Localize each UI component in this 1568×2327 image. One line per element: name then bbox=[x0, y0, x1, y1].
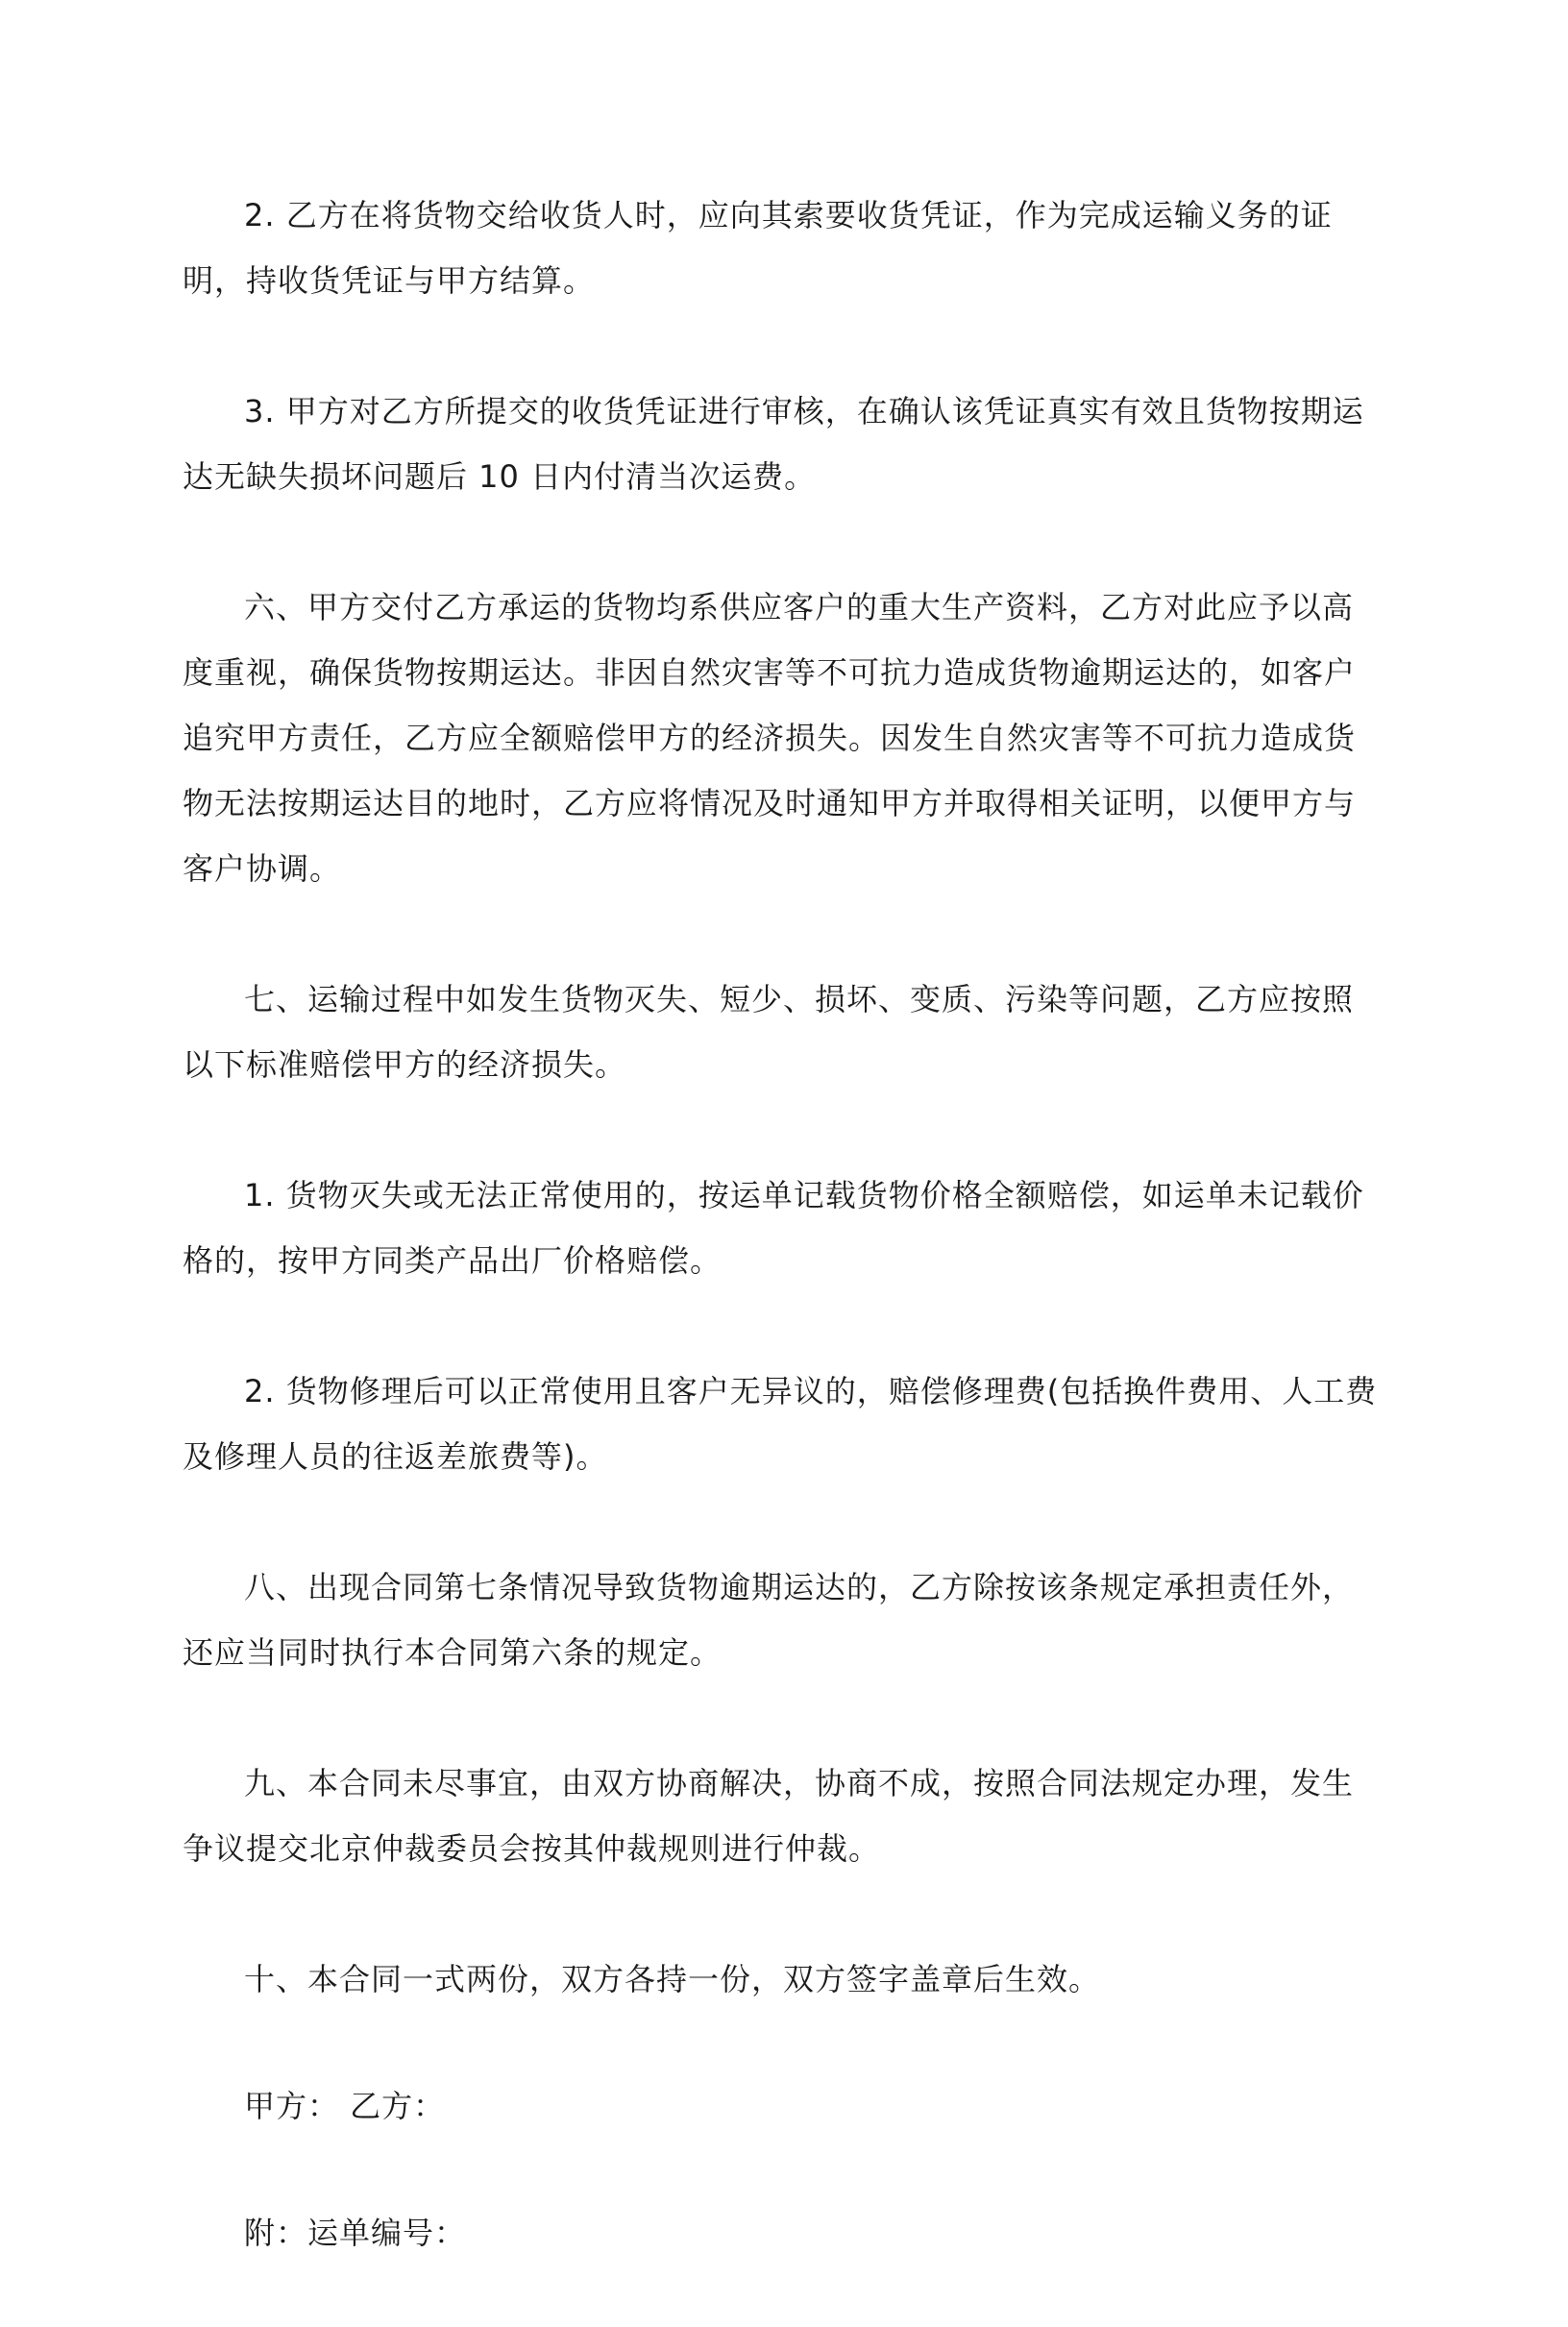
clause-7-item-1: 1. 货物灭失或无法正常使用的，按运单记载货物价格全额赔偿，如运单未记载价格的，按甲方同类产品出厂价格赔偿。 bbox=[183, 1177, 1364, 1279]
clause-7: 七、运输过程中如发生货物灭失、短少、损坏、变质、污染等问题，乙方应按照以下标准赔偿甲方的经济损失。 bbox=[183, 981, 1355, 1083]
clause-9: 九、本合同未尽事宜，由双方协商解决，协商不成，按照合同法规定办理，发生争议提交北京仲裁委员会按其仲裁规则进行仲裁。 bbox=[183, 1765, 1355, 1867]
clause-5-item-2: 2. 乙方在将货物交给收货人时，应向其索要收货凭证，作为完成运输义务的证明，持收货凭证与甲方结算。 bbox=[183, 197, 1333, 299]
document-body bbox=[183, 183, 1384, 2327]
signature-parties: 甲方： 乙方： bbox=[244, 2088, 446, 2124]
clause-10: 十、本合同一式两份，双方各持一份，双方签字盖章后生效。 bbox=[244, 1961, 1101, 1997]
clause-5-item-3: 3. 甲方对乙方所提交的收货凭证进行审核，在确认该凭证真实有效且货物按期运达无缺失损坏问题后 10 日内付清当次运费。 bbox=[183, 393, 1364, 495]
clause-8: 八、出现合同第七条情况导致货物逾期运达的，乙方除按该条规定承担责任外，还应当同时执行本合同第六条的规定。 bbox=[183, 1569, 1355, 1671]
clause-6: 六、甲方交付乙方承运的货物均系供应客户的重大生产资料，乙方对此应予以高度重视，确保货物按期运达。非因自然灾害等不可抗力造成货物逾期运达的，如客户追究甲方责任，乙方应全额赔偿甲方的经济损失。因发生自然灾害等不可抗力造成货物无法按期运达目的地时，乙方应将情况及时通知甲方并取得相关证明，以便甲方与客户协调。 bbox=[183, 589, 1357, 887]
clause-7-item-2: 2. 货物修理后可以正常使用且客户无异议的，赔偿修理费(包括换件费用、人工费及修理人员的往返差旅费等)。 bbox=[183, 1373, 1378, 1475]
waybill-number-line: 附：运单编号： bbox=[244, 2215, 467, 2251]
